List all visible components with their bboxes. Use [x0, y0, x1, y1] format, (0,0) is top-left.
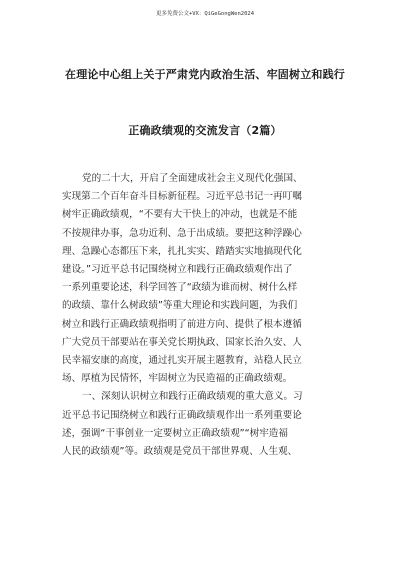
body-line: 述，强调“干事创业一定要树立正确政绩观”“树牢造福: [62, 427, 288, 439]
body-line: 人民的政绩观”等。政绩观是党员干部世界观、人生观、: [62, 445, 298, 457]
body-line: 党的二十大，开启了全面建成社会主义现代化强国、: [82, 173, 303, 184]
body-line: 理、急躁心态都压下来，扎扎实实、踏踏实实地搞现代化: [62, 245, 302, 257]
body-paragraph-1: [62, 170, 352, 388]
body-line: 树牢正确政绩观，“不要有大干快上的冲动，也就是不能: [62, 209, 298, 221]
body-line: 广大党员干部要站在事关党长期执政、国家长治久安、人: [62, 336, 302, 348]
body-line: 不按规律办事，急功近利、急于出成绩。要把这种浮躁心: [62, 227, 302, 239]
body-line: 近平总书记围绕树立和践行正确政绩观作出一系列重要论: [62, 409, 302, 421]
body-line: 一、深刻认识树立和践行正确政绩观的重大意义。习: [82, 391, 303, 403]
body-line: 的政绩、靠什么树政绩”等重大理论和实践问题，为我们: [62, 300, 298, 312]
body-line: 场、厚植为民情怀，牢固树立为民造福的正确政绩观。: [62, 373, 293, 385]
body-line: 一系列重要论述，科学回答了“政绩为谁而树、树什么样: [62, 282, 298, 294]
body-line: 民幸福安康的高度，通过扎实开展主题教育，站稳人民立: [62, 354, 302, 366]
body-line: 树立和践行正确政绩观指明了前进方向、提供了根本遵循: [62, 318, 302, 330]
body-line: 实现第二个百年奋斗目标新征程。习近平总书记一再叮嘱: [62, 191, 302, 203]
document-title-line-1: 在理论中心组上关于严肃党内政治生活、牢固树立和践行: [65, 68, 345, 81]
body-line: 建设。”习近平总书记围绕树立和践行正确政绩观作出了: [62, 263, 293, 275]
header-note: 更多免费公文+VX：QiGeGongWen2024: [155, 11, 255, 17]
document-title-line-2: 正确政绩观的交流发言（2篇）: [128, 124, 282, 137]
body-paragraph-2: [62, 388, 352, 461]
